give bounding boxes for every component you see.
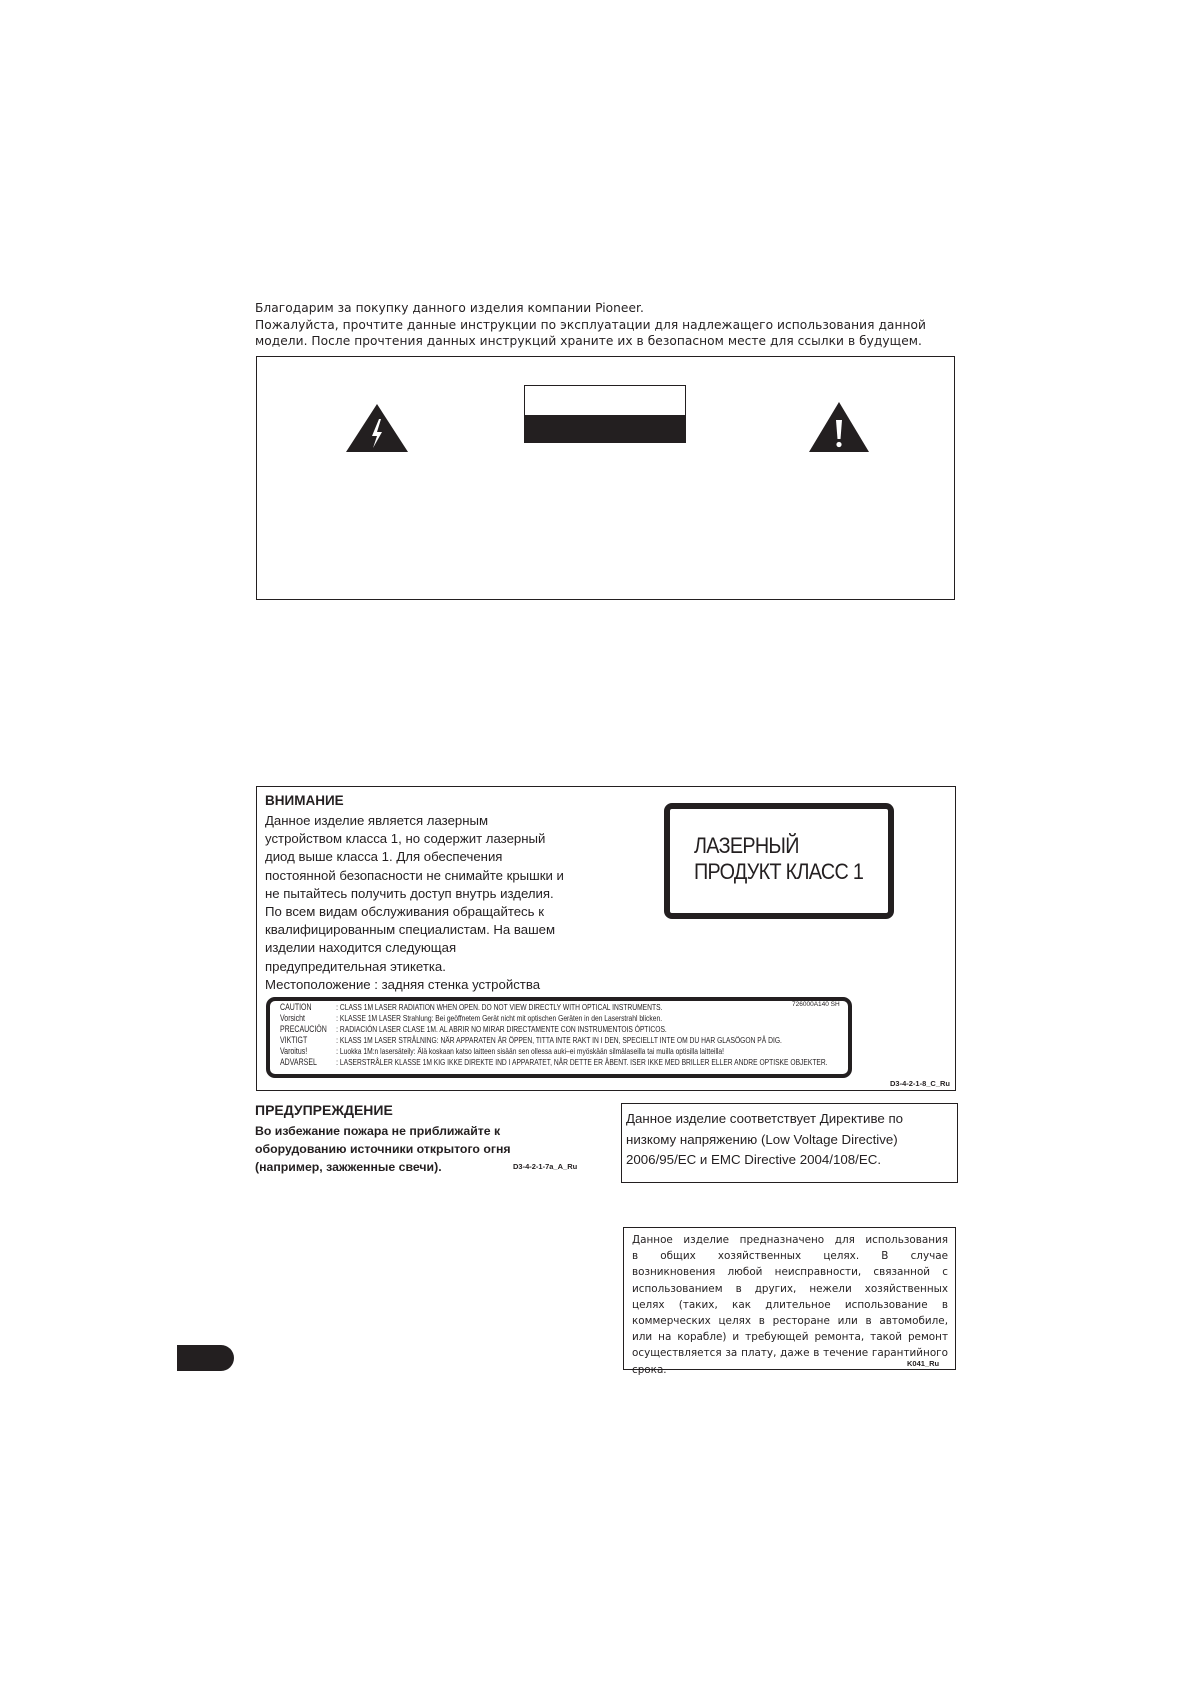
label-language: PRECAUCIÓN [280,1024,327,1034]
multilanguage-label-row [280,1046,724,1056]
directive-text [626,1109,903,1171]
intro-line-1: Благодарим за покупку данного изделия компании Pioneer. [255,301,644,315]
laser-warning-line: диод выше класса 1. Для обеспечения [265,849,503,865]
laser-warning-line: не пытайтесь получить доступ внутрь изделия. [265,885,554,901]
laser-warning-line: квалифицированным специалистам. На вашем [265,922,556,938]
laser-warning-text [265,812,564,994]
label-text: : CLASS 1M LASER RADIATION WHEN OPEN. DO NOT VIEW DIRECTLY WITH OPTICAL INSTRUMENTS. [336,1002,663,1012]
exclamation-warning-triangle-icon [808,401,870,453]
laser-warning-line: предупредительная этикетка. [265,958,446,974]
label-language: Vorsicht [280,1013,305,1023]
page-number-tab [177,1345,234,1371]
fire-warning-line-2: оборудованию источники открытого огня [255,1142,511,1156]
laser-class-label-text [694,833,863,884]
household-line: коммерческих целях в ресторане или в автомобиле, [632,1315,948,1328]
household-line: или на корабле) и требующей ремонта, такой ремонт [632,1331,948,1344]
laser-warning-line: По всем видам обслуживания обращайтесь к [265,904,544,920]
laser-warning-line: Данное изделие является лазерным [265,813,489,828]
household-line: использованием в других, нежели хозяйственных [632,1282,948,1295]
label-language: ADVARSEL [280,1057,317,1067]
household-line: осуществляется за плату, даже в течение гарантийного [632,1347,948,1360]
caution-label-icon [524,385,686,443]
directive-line-2: низкому напряжению (Low Voltage Directive) [626,1131,898,1147]
label-text: : KLASS 1M LASER STRÅLNING: NÄR APPARATEN ÄR ÖPPEN, TITTA INTE RAKT IN I DEN, SPECIELLT INTE OM DU HAR GLASÖGON PÅ DIG. [336,1035,782,1045]
multilanguage-label-row [280,1002,662,1012]
household-line: срока. [632,1363,667,1376]
laser-label-line-2: ПРОДУКТ КЛАСС 1 [694,858,864,884]
multilanguage-label-row [280,1057,828,1067]
directive-line-1: Данное изделие соответствует Директиве по [626,1111,904,1126]
label-text: : LASERSTRÅLER KLASSE 1M KIG IKKE DIREKTE IND I APPARATET, NÅR DETTE ER ÅBENT. ISER IKKE MED BRILLER ELLER ANDRE OPTISKE OBJEKTER. [336,1057,828,1067]
fire-warning-line-1: Во избежание пожара не приближайте к [255,1124,501,1138]
household-line: целях (таких, как длительное использование в [632,1298,948,1311]
household-code: K041_Ru [907,1359,940,1368]
multilanguage-label-code: 726000A140 SH [792,1001,840,1008]
intro-line-2: Пожалуйста, прочтите данные инструкции по эксплуатации для надлежащего использования данной [255,317,926,332]
household-line: возникновения любой неисправности, связанной с [632,1266,948,1279]
label-language: CAUTION [280,1002,312,1012]
label-language: Varoitus! [280,1046,308,1056]
lightning-warning-triangle-icon [345,403,409,453]
household-use-text [632,1232,948,1378]
laser-warning-line: постоянной безопасности не снимайте крышки и [265,867,564,883]
multilanguage-label-row [280,1013,662,1023]
laser-warning-line: Местоположение : задняя стенка устройства [265,976,541,992]
laser-warning-line: изделии находится следующая [265,940,457,956]
intro-text [255,300,926,350]
laser-label-line-1: ЛАЗЕРНЫЙ [694,833,799,858]
multilanguage-label-row [280,1024,667,1034]
household-line: в общих хозяйственных целях. В случае [632,1250,948,1263]
laser-warning-line: устройством класса 1, но содержит лазерный [265,831,546,847]
fire-warning-line-3: (например, зажженные свечи). [255,1160,442,1174]
label-text: : Luokka 1M:n lasersäteily: Älä koskaan katso laitteen sisään sen ollessa auki–ei myöskään silmälaseilla tai muilla optisilla laitteilla! [336,1046,725,1056]
directive-line-3: 2006/95/EC и EMC Directive 2004/108/EC. [626,1152,882,1167]
fire-warning-title: ПРЕДУПРЕЖДЕНИЕ [255,1102,393,1118]
laser-warning-code: D3-4-2-1-8_C_Ru [890,1079,951,1088]
fire-warning-code: D3-4-2-1-7a_A_Ru [513,1162,578,1171]
intro-line-3: модели. После прочтения данных инструкций храните их в безопасном месте для ссылки в будущем. [255,334,922,348]
label-text: : RADIACIÓN LASER CLASE 1M. AL ABRIR NO MIRAR DIRECTAMENTE CON INSTRUMENTOIS ÓPTICOS. [336,1024,667,1034]
multilanguage-label-row [280,1035,782,1045]
household-line: Данное изделие предназначено для использования [632,1234,948,1246]
laser-warning-title: ВНИМАНИЕ [265,793,344,808]
label-language: VIKTIGT [280,1035,308,1045]
label-text: : KLASSE 1M LASER Strahlung: Bei geöffnetem Gerät nicht mit optischen Geräten in den Laserstrahl blicken. [336,1013,663,1023]
fire-warning-text [255,1122,511,1176]
